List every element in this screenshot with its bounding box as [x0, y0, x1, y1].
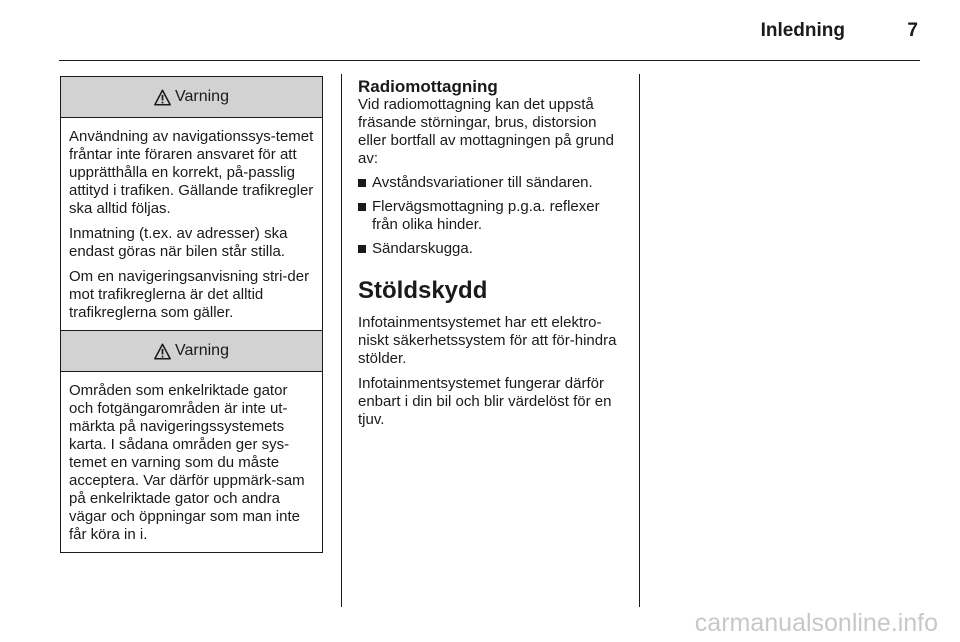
bullet-square-icon [358, 245, 366, 253]
column-divider [341, 74, 342, 607]
list-item-text: Sändarskugga. [372, 240, 473, 257]
header-divider [59, 60, 920, 61]
radio-intro: Vid radiomottagning kan det uppstå fräsande störningar, brus, distorsion eller bortfall av mottagningen på grund av: [358, 96, 614, 167]
radio-heading: Radiomottagning [358, 77, 498, 96]
list-item-text: Avståndsvariationer till sändaren. [372, 174, 593, 191]
warning-title: Varning [175, 342, 229, 359]
list-item-text: Flervägsmottagning p.g.a. reflexer från olika hinder. [372, 198, 600, 233]
warning-title: Varning [175, 88, 229, 105]
column-divider [639, 74, 640, 607]
bullet-square-icon [358, 203, 366, 211]
warning-header [61, 331, 322, 372]
radio-bullet-list [358, 174, 626, 258]
list-item [358, 174, 626, 192]
bullet-square-icon [358, 179, 366, 187]
warning-paragraph: Områden som enkelriktade gator och fotgängarområden är inte ut-märkta på navigeringssystemets karta. I sådana områden ger sys-temet en varning som du måste acceptera. Var därför uppmärk-sam på enkelriktade gator och andra vägar och öppningar som man inte får köra in i. [69, 382, 305, 543]
warning-triangle-icon [154, 343, 171, 360]
warning-triangle-icon [154, 89, 171, 106]
middle-column [358, 78, 626, 429]
warning-box-navigation [60, 76, 323, 331]
warning-header [61, 77, 322, 118]
warning-body [61, 372, 322, 552]
warning-box-map-areas [60, 330, 323, 553]
theft-heading: Stöldskydd [358, 277, 488, 304]
watermark-text: carmanualsonline.info [694, 609, 938, 637]
warning-paragraph: Användning av navigationssys-temet fråntar inte föraren ansvaret för att upprätthålla en korrekt, på-passlig attityd i trafiken. Gällande trafikregler ska alltid följas. [69, 128, 314, 217]
warning-paragraph: Inmatning (t.ex. av adresser) ska endast göras när bilen står stilla. [69, 225, 288, 260]
list-item [358, 240, 626, 258]
theft-paragraph: Infotainmentsystemet fungerar därför enbart i din bil och blir värdelöst för en tjuv. [358, 375, 612, 428]
theft-paragraph: Infotainmentsystemet har ett elektro-niskt säkerhetssystem för att för-hindra stölder. [358, 314, 617, 367]
list-item [358, 198, 626, 234]
page-number: 7 [907, 20, 918, 41]
warning-paragraph: Om en navigeringsanvisning stri-der mot trafikreglerna är det alltid trafikreglerna som gäller. [69, 268, 310, 321]
warning-body [61, 118, 322, 330]
page-header-title: Inledning [760, 20, 845, 41]
